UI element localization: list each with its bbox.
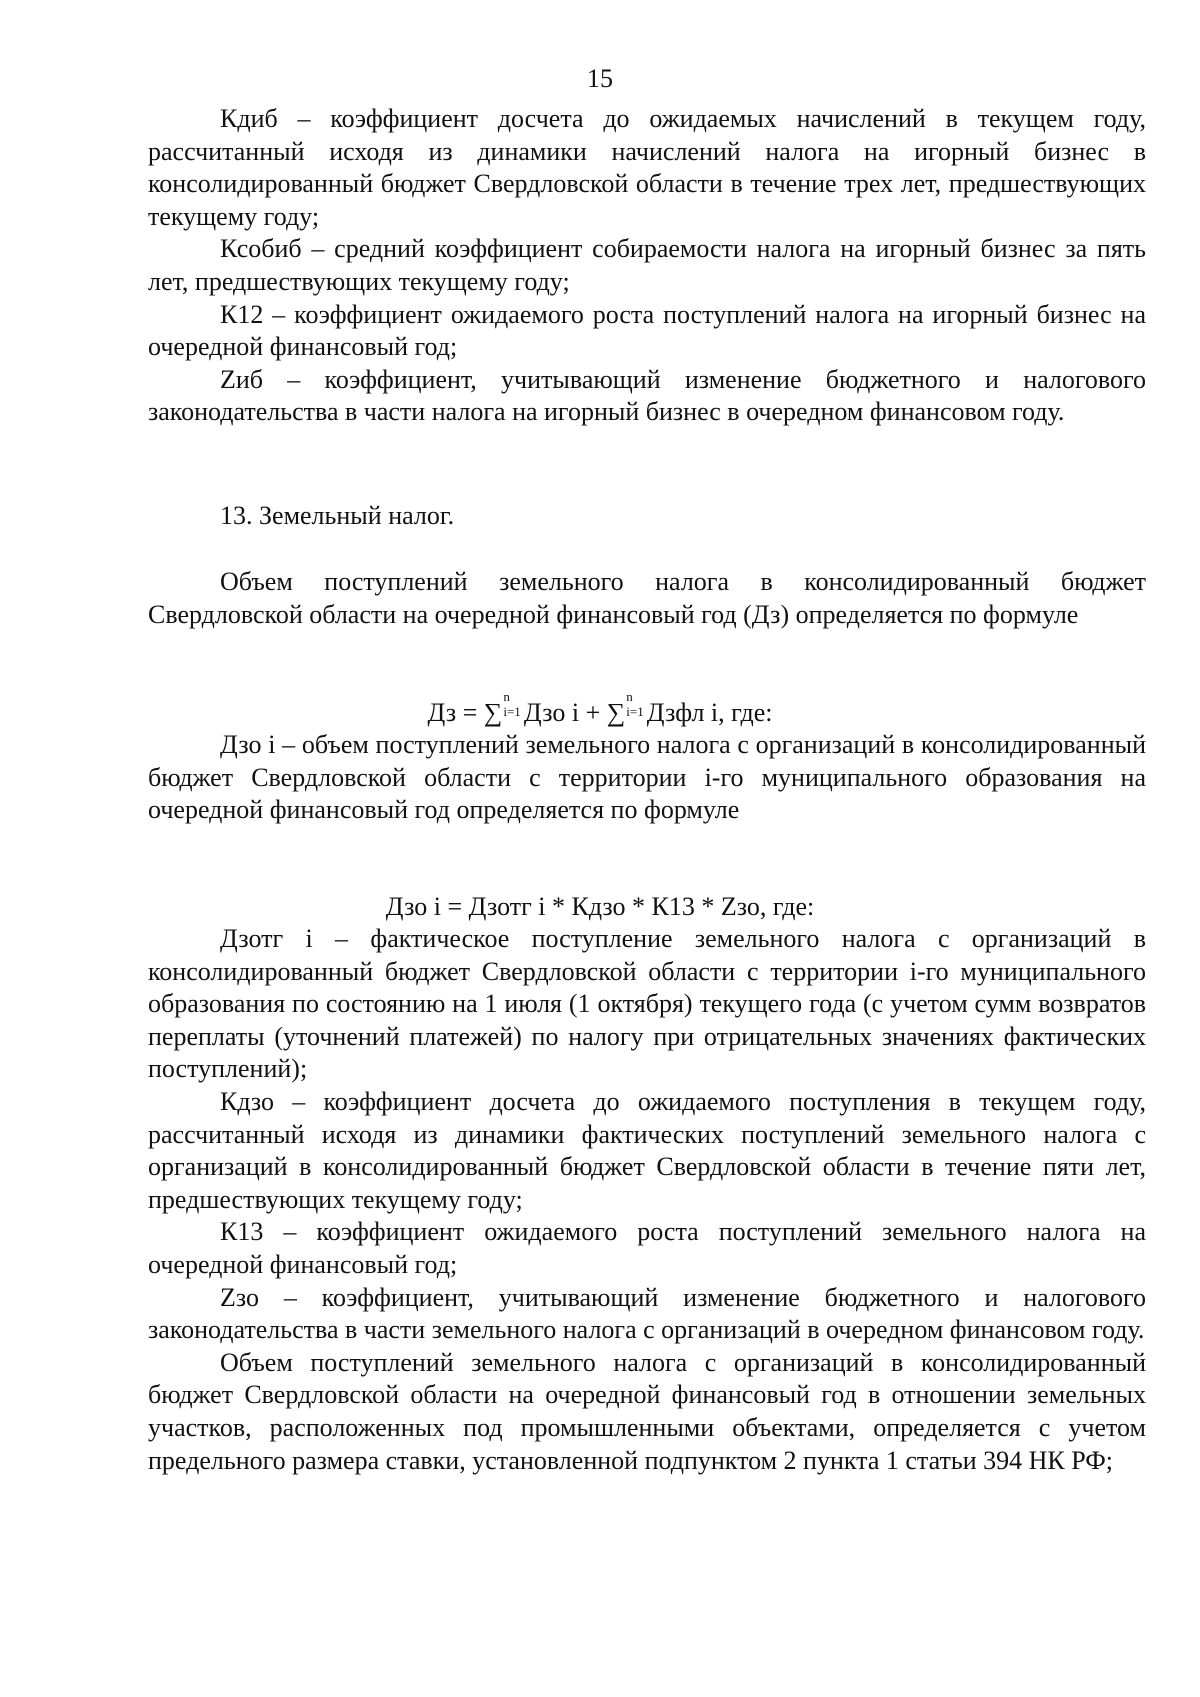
sum-lower-1: i=1 xyxy=(503,704,521,719)
sum-limits-1 xyxy=(502,689,521,723)
sum-upper-1: n xyxy=(503,689,510,704)
paragraph-kdzo: Кдзо – коэффициент досчета до ожидаемого поступления в текущем году, рассчитанный исходя из динамики фактических поступлений земельного налога с организаций в консолидированный бюджет Свердловской области в течение пяти лет, предшествующих текущему году; xyxy=(148,1086,1146,1214)
formula-dz xyxy=(0,689,1200,730)
formula-dz-term1: Дзо i + ∑ xyxy=(517,698,626,727)
sum-limits-2 xyxy=(625,689,644,723)
paragraph-zzo: Zзо – коэффициент, учитывающий изменение бюджетного и налогового законодательства в части земельного налога с организаций в очередном финансовом году. xyxy=(148,1282,1146,1345)
section-heading: 13. Земельный налог. xyxy=(220,501,455,530)
coefficients-block xyxy=(148,103,1146,429)
sum-lower-2: i=1 xyxy=(626,704,644,719)
page-number: 15 xyxy=(587,64,613,93)
formula-dz-term2: Дзфл i, где: xyxy=(640,698,773,727)
paragraph-k12: К12 – коэффициент ожидаемого роста поступлений налога на игорный бизнес на очередной финансовый год; xyxy=(148,299,1146,362)
paragraph-zib: Zиб – коэффициент, учитывающий изменение бюджетного и налогового законодательства в части налога на игорный бизнес в очередном финансовом году. xyxy=(148,364,1146,427)
paragraph-kdib: Кдиб – коэффициент досчета до ожидаемых начислений в текущем году, рассчитанный исходя из динамики начислений налога на игорный бизнес в консолидированный бюджет Свердловской области в течение трех лет, предшествующих текущему году; xyxy=(148,104,1146,231)
paragraph-k13: К13 – коэффициент ожидаемого роста поступлений земельного налога на очередной финансовый год; xyxy=(148,1217,1146,1279)
dzo-description-block xyxy=(148,729,1146,827)
sum-upper-2: n xyxy=(626,689,633,704)
paragraph-industrial-land: Объем поступлений земельного налога с организаций в консолидированный бюджет Свердловской области на очередной финансовый год в отношении земельных участков, расположенных под промышленными объектами, определяется с учетом предельного размера ставки, установленной подпунктом 2 пункта 1 статьи 394 НК РФ; xyxy=(148,1347,1146,1475)
paragraph-dz-intro: Объем поступлений земельного налога в консолидированный бюджет Свердловской области на очередной финансовый год (Дз) определяется по формуле xyxy=(148,567,1146,629)
paragraph-dzo: Дзо i – объем поступлений земельного налога с организаций в консолидированный бюджет Свердловской области с территории i-го муниципального образования на очередной финансовый год определяется по формуле xyxy=(148,730,1146,825)
paragraph-dzotg: Дзотг i – фактическое поступление земельного налога с организаций в консолидированный бюджет Свердловской области с территории i-го муниципального образования по состоянию на 1 июля (1 октября) текущего года (с учетом сумм возвратов переплаты (уточнений платежей) по налогу при отрицательных значениях фактических поступлений); xyxy=(148,924,1146,1084)
paragraph-ksobib: Ксобиб – средний коэффициент собираемости налога на игорный бизнес за пять лет, предшествующих текущему году; xyxy=(148,234,1146,296)
land-tax-intro-block xyxy=(148,566,1146,631)
formula-dz-lhs: Дз = ∑ xyxy=(427,698,503,727)
formula-dzo: Дзо i = Дзотг i * Кдзо * К13 * Zзо, где: xyxy=(385,892,815,921)
dzo-coefficients-block xyxy=(148,923,1146,1477)
